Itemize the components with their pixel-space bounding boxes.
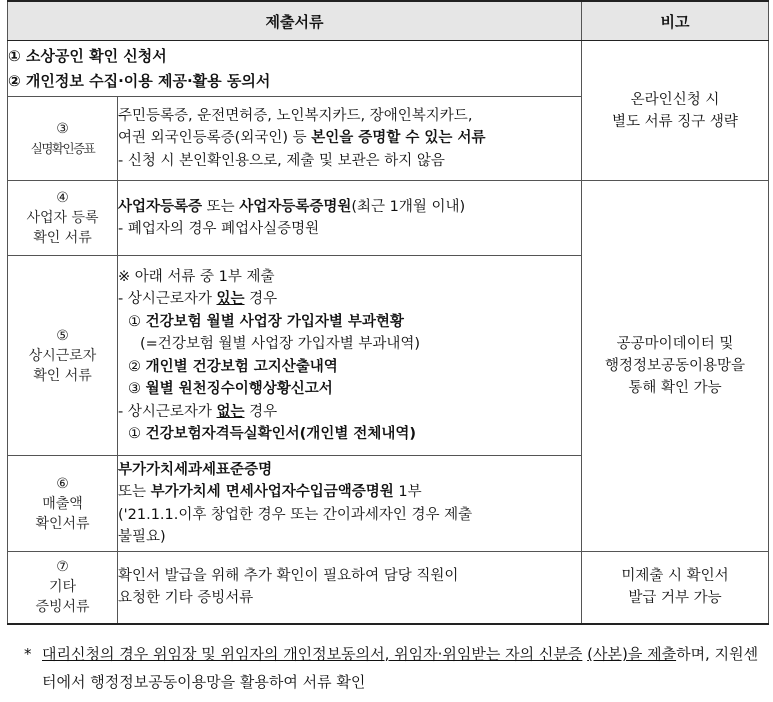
footnote-underlined: 대리신청의 경우 위임장 및 위임자의 개인정보동의서, 위임자·위임받는 자의 신분증 xyxy=(42,645,583,663)
row-content-4: 사업자등록증 또는 사업자등록증명원(최근 1개월 이내) - 폐업자의 경우 폐업사실증명원 xyxy=(118,181,582,256)
remark-refusal: 미제출 시 확인서 발급 거부 가능 xyxy=(582,552,769,624)
header-remarks: 비고 xyxy=(582,1,769,41)
row-label-5: ⑤ 상시근로자 확인 서류 xyxy=(8,256,118,456)
remark-online: 온라인신청 시 별도 서류 징구 생략 xyxy=(582,41,769,181)
footnote-marker: * xyxy=(24,645,32,663)
footnote xyxy=(24,640,764,696)
row-label-4: ④ 사업자 등록 확인 서류 xyxy=(8,181,118,256)
required-documents-table xyxy=(7,0,769,625)
remark-mydata: 공공마이데이터 및 행정정보공동이용망을 통해 확인 가능 xyxy=(582,181,769,552)
row-content-5: ※ 아래 서류 중 1부 제출 - 상시근로자가 있는 경우 ① 건강보험 월별 사업장 가입자별 부과현황 (=건강보험 월별 사업장 가입자별 부과내역) ② 개인별 건강보험 고지산출내역 ③ 월별 원천징수이행상황신고서 - 상시근로자가 없는 경우 ① 건강보험자격득실확인서(개인별 전체내역) xyxy=(118,256,582,456)
doc-items-1-2 xyxy=(8,41,582,97)
row-label-6: ⑥ 매출액 확인서류 xyxy=(8,456,118,552)
table-row xyxy=(8,41,769,97)
header-docs: 제출서류 xyxy=(8,1,582,41)
row-content-3: 주민등록증, 운전면허증, 노인복지카드, 장애인복지카드, 여권 외국인등록증(외국인) 등 본인을 증명할 수 있는 서류 - 신청 시 본인확인용으로, 제출 및 보관은 하지 않음 xyxy=(118,97,582,181)
doc-item-1: ① 소상공인 확인 신청서 xyxy=(8,46,167,65)
footnote-text: 하며, 지원센터에서 행정정보공동이용망을 활용하여 서류 확인 xyxy=(42,645,759,691)
table-row xyxy=(8,552,769,624)
table-row xyxy=(8,181,769,256)
row-content-7: 확인서 발급을 위해 추가 확인이 필요하여 담당 직원이 요청한 기타 증빙서류 xyxy=(118,552,582,624)
row-label-7: ⑦ 기타 증빙서류 xyxy=(8,552,118,624)
footnote-underlined-2: (사본)을 제출 xyxy=(587,645,677,663)
table-header-row xyxy=(8,1,769,41)
row-label-3: ③ 실명확인증표 xyxy=(8,97,118,181)
row-content-6: 부가가치세과세표준증명 또는 부가가치세 면세사업자수입금액증명원 1부 ('21.1.1.이후 창업한 경우 또는 간이과세자인 경우 제출 불필요) xyxy=(118,456,582,552)
doc-item-2: ② 개인정보 수집·이용 제공·활용 동의서 xyxy=(8,71,271,90)
